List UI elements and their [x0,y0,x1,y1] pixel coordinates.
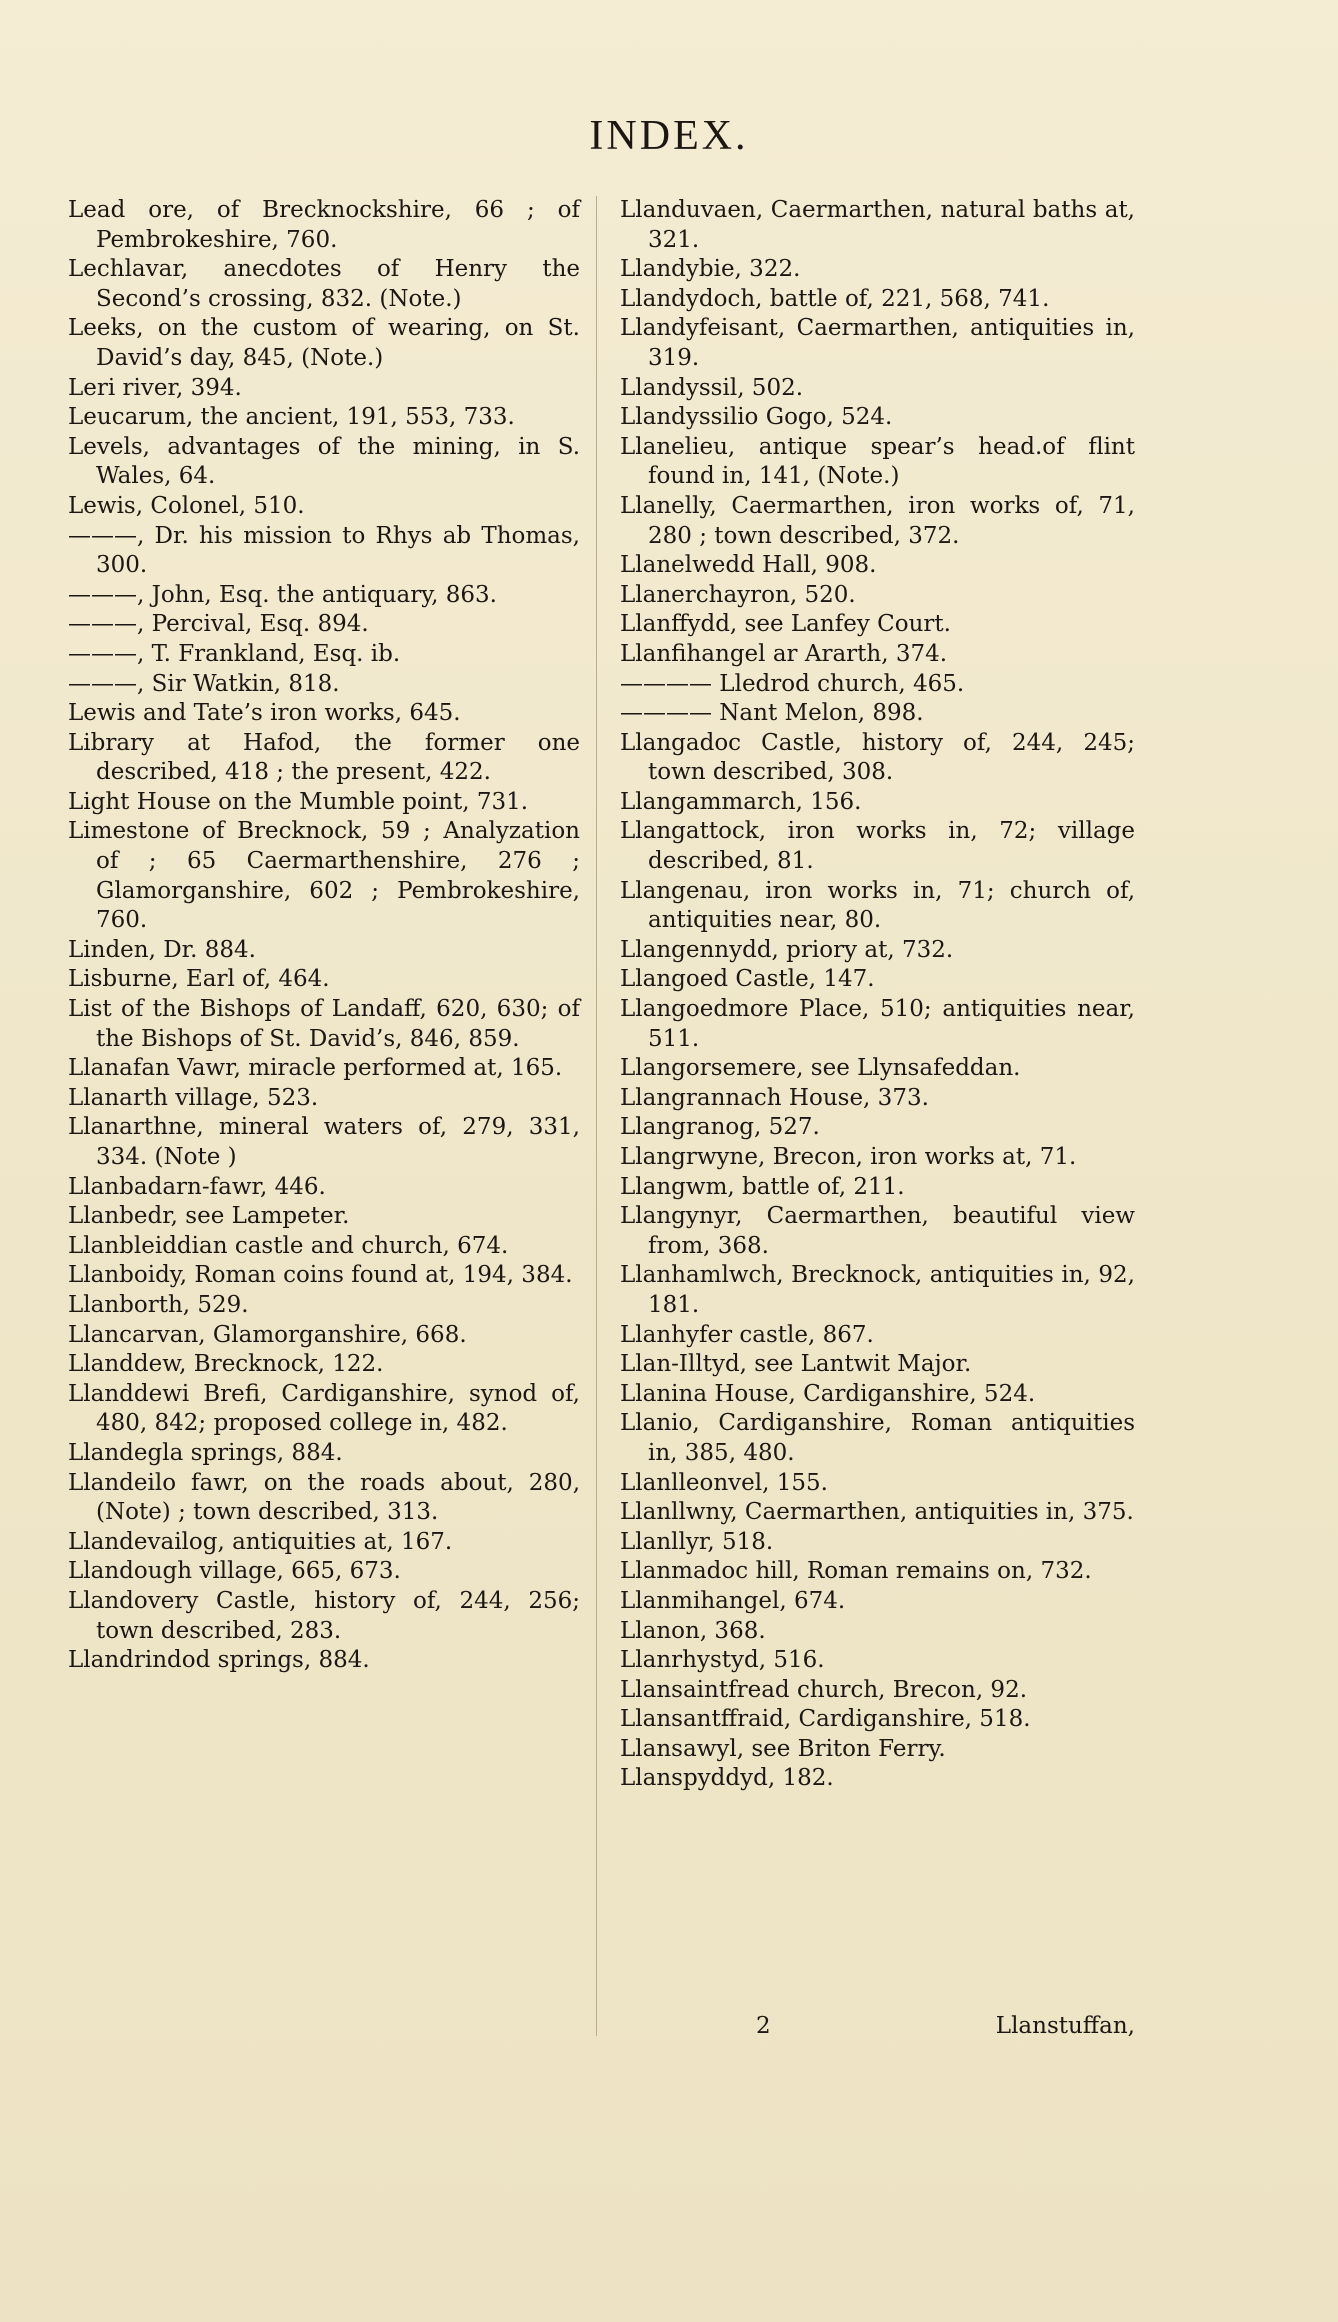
index-entry: Llanllyr, 518. [620,1528,774,1555]
index-entry: Llangranog, 527. [620,1114,820,1141]
index-entry: Llanbleiddian castle and church, 674. [68,1232,509,1259]
index-entry: Llangenau, iron works in, 71; church of, antiquities near, 80. [620,877,1143,934]
index-entry: Llancarvan, Glamorganshire, 668. [68,1321,467,1348]
index-entry: Lewis and Tate’s iron works, 645. [68,700,461,727]
index-entry: Llandegla springs, 884. [68,1439,343,1466]
index-entry: Llanlleonvel, 155. [620,1469,828,1496]
index-entry: Llanduvaen, Caermarthen, natural baths at, 321. [620,197,1143,253]
page-title: INDEX. [589,113,749,159]
index-entry: Levels, advantages of the mining, in S. Wales, 64. [68,433,588,490]
index-entry: Leucarum, the ancient, 191, 553, 733. [68,404,515,431]
index-entry: Llangorsemere, see Llynsafeddan. [620,1055,1021,1082]
index-entry: Llangennydd, priory at, 732. [620,936,954,963]
column-divider [596,196,597,2036]
index-column-left [68,196,588,1676]
index-entry: Llandrindod springs, 884. [68,1647,370,1674]
index-entry: Llangoedmore Place, 510; antiquities near, 511. [620,996,1143,1052]
index-entry: ———, Sir Watkin, 818. [68,670,340,697]
index-entry: Llanspyddyd, 182. [620,1765,834,1792]
index-entry: Llanelwedd Hall, 908. [620,552,877,579]
index-entry: ———, T. Frankland, Esq. ib. [68,640,401,667]
index-entry: Llanina House, Cardiganshire, 524. [620,1380,1036,1407]
index-entry: Llanelieu, antique spear’s head.of flint found in, 141, (Note.) [620,433,1143,490]
index-entry: Llangammarch, 156. [620,788,862,815]
index-entry: Llandyssilio Gogo, 524. [620,404,893,431]
index-entry: Leeks, on the custom of wearing, on St. David’s day, 845, (Note.) [68,315,588,371]
index-entry: Llandydoch, battle of, 221, 568, 741. [620,285,1050,312]
index-entry: Llansawyl, see Briton Ferry. [620,1735,946,1762]
index-entry: Llansantffraid, Cardiganshire, 518. [620,1706,1031,1733]
index-entry: Llanhamlwch, Brecknock, antiquities in, 92, 181. [620,1262,1143,1318]
index-entry: Llanelly, Caermarthen, iron works of, 71, 280 ; town described, 372. [620,492,1143,549]
index-entry: Llandybie, 322. [620,256,801,283]
index-entry: Llanio, Cardiganshire, Roman antiquities in, 385, 480. [620,1410,1143,1466]
index-entry: Llanddewi Brefi, Cardiganshire, synod of, 480, 842; proposed college in, 482. [68,1380,588,1437]
index-entry: Llandough village, 665, 673. [68,1558,401,1585]
index-column-right [620,196,1143,1794]
index-entry: ———, Dr. his mission to Rhys ab Thomas, 300. [68,522,588,579]
index-entry: Llanddew, Brecknock, 122. [68,1351,384,1378]
index-entry: Llanrhystyd, 516. [620,1647,825,1674]
index-entry: Llandyfeisant, Caermarthen, antiquities in, 319. [620,315,1143,371]
index-entry: Llanbadarn-fawr, 446. [68,1173,326,1200]
index-entry: Llandyssil, 502. [620,374,804,401]
index-entry: Linden, Dr. 884. [68,936,256,963]
index-entry: List of the Bishops of Landaff, 620, 630; of the Bishops of St. David’s, 846, 859. [68,996,588,1052]
index-entry: Llangattock, iron works in, 72; village described, 81. [620,818,1143,875]
index-entry: Lechlavar, anecdotes of Henry the Second’s crossing, 832. (Note.) [68,256,588,312]
index-entry: Llanerchayron, 520. [620,581,856,608]
index-entry: Light House on the Mumble point, 731. [68,788,529,815]
index-entry: Llangrannach House, 373. [620,1084,929,1111]
signature-mark: 2 [756,2013,771,2039]
index-entry: Llanon, 368. [620,1617,766,1644]
index-entry: Llan-Illtyd, see Lantwit Major. [620,1351,972,1378]
index-entry: Llanmihangel, 674. [620,1587,846,1614]
index-entry: Llanfihangel ar Ararth, 374. [620,640,948,667]
index-entry: Llanffydd, see Lanfey Court. [620,611,951,638]
index-entry: Llanborth, 529. [68,1291,249,1318]
index-entry: ———, John, Esq. the antiquary, 863. [68,581,497,608]
index-entry: Leri river, 394. [68,374,242,401]
index-entry: Llanmadoc hill, Roman remains on, 732. [620,1558,1092,1585]
index-entry: ———, Percival, Esq. 894. [68,611,369,638]
catchword: Llanstuffan, [995,2013,1135,2039]
index-entry: Llanarth village, 523. [68,1084,319,1111]
index-entry: Library at Hafod, the former one described, 418 ; the present, 422. [68,729,588,786]
index-entry: Llangoed Castle, 147. [620,966,875,993]
index-entry: Llandevailog, antiquities at, 167. [68,1528,453,1555]
index-entry: Llangynyr, Caermarthen, beautiful view from, 368. [620,1203,1143,1259]
index-entry: Llanboidy, Roman coins found at, 194, 384. [68,1262,573,1289]
index-entry: Llangrwyne, Brecon, iron works at, 71. [620,1144,1077,1170]
index-entry: Lewis, Colonel, 510. [68,492,305,519]
index-entry: Llandeilo fawr, on the roads about, 280, (Note) ; town described, 313. [68,1469,588,1526]
index-entry: Llanarthne, mineral waters of, 279, 331, 334. (Note ) [68,1114,588,1170]
index-entry: Llangadoc Castle, history of, 244, 245; town described, 308. [620,729,1143,786]
index-entry: Llanafan Vawr, miracle performed at, 165. [68,1055,563,1082]
index-entry: Llanllwny, Caermarthen, antiquities in, 375. [620,1499,1134,1526]
index-entry: ———— Lledrod church, 465. [620,670,965,697]
index-entry: Limestone of Brecknock, 59 ; Analyzation of ; 65 Caermarthenshire, 276 ; Glamorganshire, 602 ; Pembrokeshire, 760. [68,818,588,934]
index-entry: Lead ore, of Brecknockshire, 66 ; of Pembrokeshire, 760. [68,197,588,253]
index-entry: Llandovery Castle, history of, 244, 256; town described, 283. [68,1587,588,1644]
index-entry: Lisburne, Earl of, 464. [68,966,330,993]
index-entry: Llangwm, battle of, 211. [620,1173,905,1200]
index-entry: Llanbedr, see Lampeter. [68,1203,350,1230]
index-entry: Llanhyfer castle, 867. [620,1321,874,1348]
index-entry: Llansaintfread church, Brecon, 92. [620,1676,1028,1703]
index-entry: ———— Nant Melon, 898. [620,700,924,727]
